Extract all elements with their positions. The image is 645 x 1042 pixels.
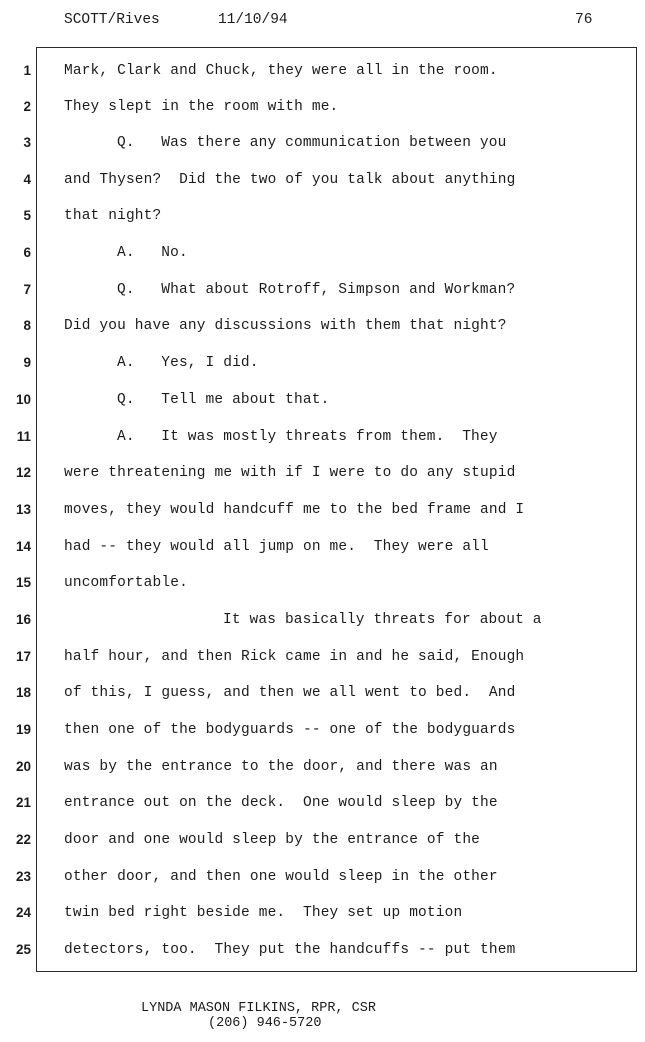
transcript-line bbox=[0, 168, 645, 192]
page-header bbox=[0, 12, 645, 32]
reporter-phone: (206) 946-5720 bbox=[208, 1016, 322, 1031]
line-number: 13 bbox=[15, 502, 31, 517]
line-number: 22 bbox=[15, 832, 31, 847]
line-text: detectors, too. They put the handcuffs -- put them bbox=[64, 942, 516, 958]
line-text: Mark, Clark and Chuck, they were all in the room. bbox=[64, 63, 498, 79]
line-number: 3 bbox=[23, 135, 31, 150]
line-text: uncomfortable. bbox=[64, 575, 188, 591]
transcript-line bbox=[0, 241, 645, 265]
line-text: A. No. bbox=[117, 245, 188, 261]
transcript-line bbox=[0, 388, 645, 412]
line-text: other door, and then one would sleep in the other bbox=[64, 869, 498, 885]
line-number: 18 bbox=[15, 685, 31, 700]
transcript-line bbox=[0, 425, 645, 449]
transcript-line bbox=[0, 828, 645, 852]
transcript-line bbox=[0, 791, 645, 815]
line-number: 16 bbox=[15, 612, 31, 627]
line-text: Q. Tell me about that. bbox=[117, 392, 330, 408]
line-text: door and one would sleep by the entrance of the bbox=[64, 832, 481, 848]
transcript-line bbox=[0, 608, 645, 632]
reporter-name: LYNDA MASON FILKINS, RPR, CSR bbox=[141, 1001, 376, 1016]
transcript-line bbox=[0, 681, 645, 705]
line-text: then one of the bodyguards -- one of the bodyguards bbox=[64, 722, 516, 738]
line-text: Q. Was there any communication between you bbox=[117, 135, 507, 151]
line-number: 15 bbox=[15, 575, 31, 590]
line-number: 21 bbox=[15, 795, 31, 810]
line-number: 17 bbox=[15, 649, 31, 664]
line-text: had -- they would all jump on me. They were all bbox=[64, 539, 489, 555]
line-number: 24 bbox=[15, 905, 31, 920]
line-number: 2 bbox=[23, 99, 31, 114]
page-number: 76 bbox=[575, 12, 593, 28]
line-number: 20 bbox=[15, 759, 31, 774]
transcript-line bbox=[0, 59, 645, 83]
transcript-line bbox=[0, 901, 645, 925]
transcript-line bbox=[0, 351, 645, 375]
transcript-line bbox=[0, 314, 645, 338]
line-text: entrance out on the deck. One would sleep by the bbox=[64, 795, 498, 811]
line-number: 12 bbox=[15, 465, 31, 480]
transcript-line bbox=[0, 718, 645, 742]
line-text: that night? bbox=[64, 208, 162, 224]
line-text: were threatening me with if I were to do any stupid bbox=[64, 465, 516, 481]
transcript-line bbox=[0, 535, 645, 559]
transcript-line bbox=[0, 131, 645, 155]
transcript-line bbox=[0, 865, 645, 889]
line-number: 10 bbox=[15, 392, 31, 407]
line-number: 8 bbox=[23, 318, 31, 333]
line-text: twin bed right beside me. They set up motion bbox=[64, 905, 463, 921]
transcript-line bbox=[0, 95, 645, 119]
line-text: A. Yes, I did. bbox=[117, 355, 259, 371]
transcript-line bbox=[0, 498, 645, 522]
line-number: 5 bbox=[23, 208, 31, 223]
transcript-line bbox=[0, 755, 645, 779]
line-number: 19 bbox=[15, 722, 31, 737]
transcript-line bbox=[0, 571, 645, 595]
line-text: moves, they would handcuff me to the bed frame and I bbox=[64, 502, 525, 518]
line-text: Did you have any discussions with them that night? bbox=[64, 318, 507, 334]
line-text: Q. What about Rotroff, Simpson and Workman? bbox=[117, 282, 516, 298]
line-text: and Thysen? Did the two of you talk about anything bbox=[64, 172, 516, 188]
line-text: of this, I guess, and then we all went to bed. And bbox=[64, 685, 516, 701]
line-text: half hour, and then Rick came in and he said, Enough bbox=[64, 649, 525, 665]
line-text: was by the entrance to the door, and there was an bbox=[64, 759, 498, 775]
transcript-line bbox=[0, 461, 645, 485]
line-text: They slept in the room with me. bbox=[64, 99, 339, 115]
line-text: It was basically threats for about a bbox=[223, 612, 542, 628]
line-number: 14 bbox=[15, 539, 31, 554]
line-number: 25 bbox=[15, 942, 31, 957]
transcript-date: 11/10/94 bbox=[218, 12, 288, 28]
line-number: 23 bbox=[15, 869, 31, 884]
transcript-line bbox=[0, 938, 645, 962]
transcript-line bbox=[0, 645, 645, 669]
line-number: 9 bbox=[23, 355, 31, 370]
line-number: 1 bbox=[23, 63, 31, 78]
line-number: 4 bbox=[23, 172, 31, 187]
transcript-line bbox=[0, 204, 645, 228]
line-number: 6 bbox=[23, 245, 31, 260]
line-number: 7 bbox=[23, 282, 31, 297]
transcript-line bbox=[0, 278, 645, 302]
line-text: A. It was mostly threats from them. They bbox=[117, 429, 498, 445]
case-name: SCOTT/Rives bbox=[64, 12, 160, 28]
line-number: 11 bbox=[16, 429, 31, 444]
